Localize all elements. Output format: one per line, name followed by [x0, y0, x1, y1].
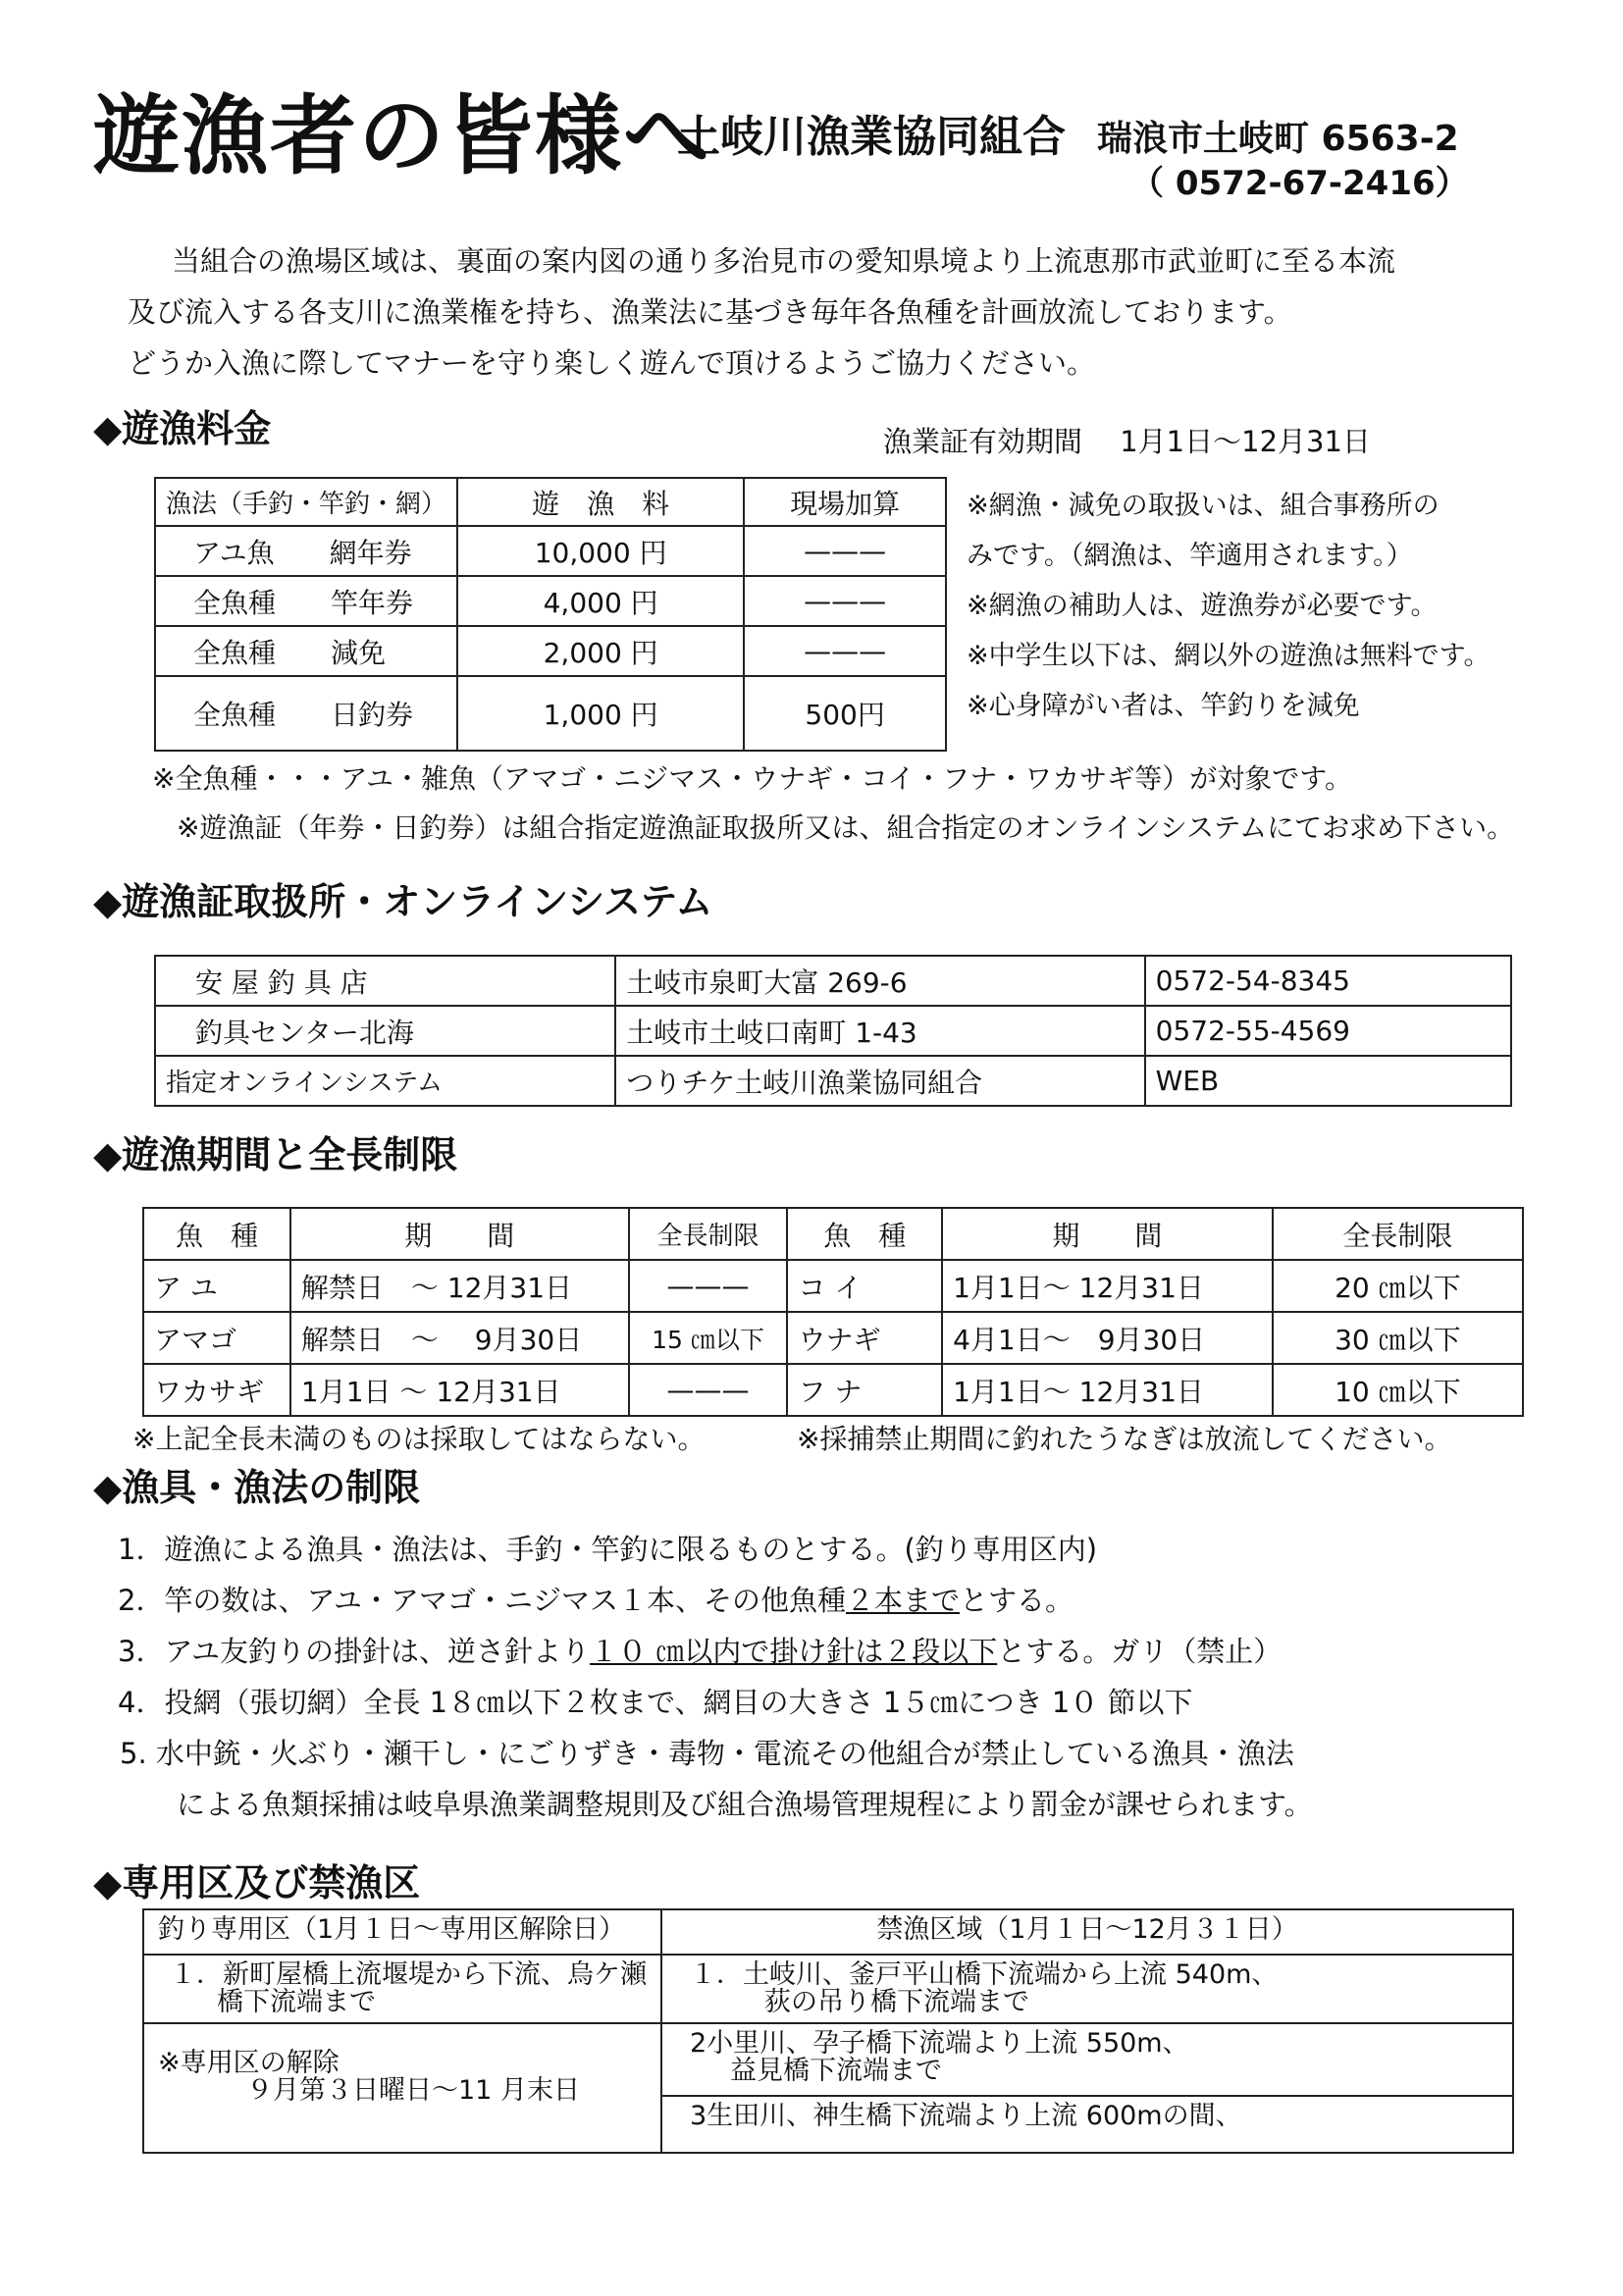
table-row [155, 956, 1511, 1006]
table-cell: ——— [629, 1364, 788, 1416]
zone-line: １．土岐川、釜戸平山橋下流端から上流 540m、 [690, 1959, 1279, 1990]
gear-rule: による魚類採捕は岐阜県漁業調整規則及び組合漁場管理規程により罰金が課せられます。 [177, 1788, 1313, 1821]
table-cell: 20 ㎝以下 [1273, 1260, 1523, 1312]
table-row [155, 1056, 1511, 1106]
side-note: ※中学生以下は、網以外の遊漁は無料です。 [967, 641, 1491, 671]
license-validity: 漁業証有効期間 1月1日～12月31日 [883, 425, 1371, 458]
zone-line: 益見橋下流端まで [730, 2056, 942, 2086]
intro-line: 及び流入する各支川に漁業権を持ち、漁業法に基づき毎年各魚種を計画放流しております。 [128, 295, 1292, 329]
zone-line: 荻の吊り橋下流端まで [764, 1987, 1029, 2017]
table-header-cell: 釣り専用区（1月１日～専用区解除日） [143, 1909, 661, 1955]
table-cell [661, 2023, 1513, 2096]
table-cell: ウナギ [787, 1312, 942, 1364]
table-header-cell: 漁法（手釣・竿釣・網） [155, 478, 457, 526]
table-cell: コ イ [787, 1260, 942, 1312]
table-cell: 土岐市土岐口南町 1-43 [615, 1006, 1144, 1056]
table-cell [661, 1955, 1513, 2023]
organization-address: 瑞浪市土岐町 6563-2 [1097, 119, 1459, 159]
table-cell: ——— [744, 576, 946, 626]
table-cell: 安 屋 釣 具 店 [155, 956, 615, 1006]
table-cell: 1月1日～ 12月31日 [942, 1260, 1273, 1312]
table-row [155, 1006, 1511, 1056]
table-row [143, 1260, 1523, 1312]
table-cell: ——— [744, 626, 946, 676]
table-cell: 30 ㎝以下 [1273, 1312, 1523, 1364]
table-cell: 0572-54-8345 [1145, 956, 1511, 1006]
zone-line: ９月第３日曜日～11 月末日 [246, 2075, 580, 2106]
zone-line: １．新町屋橋上流堰堤から下流、烏ケ瀬 [170, 1959, 647, 1990]
table-cell: 土岐市泉町大富 269-6 [615, 956, 1144, 1006]
rule-text: 2．竿の数は、アユ・アマゴ・ニジマス１本、その他魚種 [118, 1584, 847, 1617]
section-heading-periods: ◆遊漁期間と全長制限 [93, 1133, 458, 1176]
gear-rules [118, 1524, 1313, 1830]
fee-table [154, 477, 947, 752]
table-cell: 解禁日 ～ 9月30日 [290, 1312, 629, 1364]
table-row [155, 626, 946, 676]
table-cell: 4月1日～ 9月30日 [942, 1312, 1273, 1364]
rule-text: とする。 [960, 1584, 1074, 1617]
table-header-row [143, 1909, 1513, 1955]
table-header-row [143, 1208, 1523, 1260]
table-cell: 10,000 円 [457, 526, 744, 576]
table-cell: 1,000 円 [457, 676, 744, 751]
table-header-cell: 全長制限 [629, 1208, 788, 1260]
side-note: ※網漁・減免の取扱いは、組合事務所の [967, 491, 1440, 521]
table-row [155, 576, 946, 626]
table-row [143, 1955, 1513, 2023]
rule-emphasis: ２本まで [846, 1584, 961, 1617]
table-cell: ワカサギ [143, 1364, 290, 1416]
table-cell: 4,000 円 [457, 576, 744, 626]
table-cell: ——— [629, 1260, 788, 1312]
table-cell: 全魚種 日釣券 [155, 676, 457, 751]
table-cell: 全魚種 減免 [155, 626, 457, 676]
table-cell: 全魚種 竿年券 [155, 576, 457, 626]
table-header-cell: 現場加算 [744, 478, 946, 526]
section-heading-zones: ◆専用区及び禁漁区 [93, 1861, 421, 1905]
table-cell [661, 2096, 1513, 2153]
table-cell: 1月1日 ～ 12月31日 [290, 1364, 629, 1416]
table-header-cell: 遊 漁 料 [457, 478, 744, 526]
table-cell: 解禁日 ～ 12月31日 [290, 1260, 629, 1312]
organization-name: 土岐川漁業協同組合 [677, 112, 1066, 162]
table-header-cell: 期 間 [942, 1208, 1273, 1260]
fee-note: ※遊漁証（年券・日釣券）は組合指定遊漁証取扱所又は、組合指定のオンラインシステムにてお求め下さい。 [177, 811, 1515, 844]
table-cell: 釣具センター北海 [155, 1006, 615, 1056]
table-cell: 指定オンラインシステム [155, 1056, 615, 1106]
rule-text: とする。ガリ（禁止） [997, 1635, 1283, 1668]
table-cell: 10 ㎝以下 [1273, 1364, 1523, 1416]
gear-rule [118, 1626, 1313, 1677]
table-header-cell: 全長制限 [1273, 1208, 1523, 1260]
intro-line: どうか入漁に際してマナーを守り楽しく遊んで頂けるようご協力ください。 [128, 346, 1096, 380]
table-row [155, 526, 946, 576]
table-row [143, 1364, 1523, 1416]
table-row [155, 676, 946, 751]
table-cell: 2,000 円 [457, 626, 744, 676]
intro-line: 当組合の漁場区域は、裏面の案内図の通り多治見市の愛知県境より上流恵那市武並町に至る本流 [172, 244, 1396, 278]
zone-table [142, 1908, 1514, 2154]
table-header-cell: 魚 種 [143, 1208, 290, 1260]
table-header-cell: 魚 種 [787, 1208, 942, 1260]
table-cell: ——— [744, 526, 946, 576]
side-note: ※網漁の補助人は、遊漁券が必要です。 [967, 591, 1438, 621]
table-cell [143, 1955, 661, 2023]
table-row [143, 2023, 1513, 2096]
table-cell: 1月1日～ 12月31日 [942, 1364, 1273, 1416]
table-header-cell: 期 間 [290, 1208, 629, 1260]
table-cell: つりチケ土岐川漁業協同組合 [615, 1056, 1144, 1106]
gear-rule: 5. 水中銃・火ぶり・瀬干し・にごりずき・毒物・電流その他組合が禁止している漁具・漁法 [120, 1737, 1294, 1770]
period-note-right: ※採捕禁止期間に釣れたうなぎは放流してください。 [797, 1423, 1452, 1455]
table-cell: アマゴ [143, 1312, 290, 1364]
outlet-table [154, 955, 1512, 1107]
section-heading-gear: ◆漁具・漁法の制限 [93, 1466, 421, 1509]
zone-line: 2小里川、孕子橋下流端より上流 550m、 [690, 2028, 1189, 2059]
table-cell: 500円 [744, 676, 946, 751]
zone-line: 橋下流端まで [217, 1987, 376, 2017]
rule-text: 3．アユ友釣りの掛針は、逆さ針より [118, 1635, 591, 1668]
table-cell: ア ユ [143, 1260, 290, 1312]
intro-paragraph [128, 235, 1395, 389]
side-note: みです。（網漁は、竿適用されます。） [967, 541, 1413, 571]
period-table [142, 1207, 1524, 1417]
section-heading-fees: ◆遊漁料金 [93, 407, 272, 450]
table-cell: フ ナ [787, 1364, 942, 1416]
fee-side-notes [967, 481, 1490, 731]
table-header-cell: 禁漁区域（1月１日～12月３１日） [661, 1909, 1513, 1955]
period-note-left: ※上記全長未満のものは採取してはならない。 [132, 1423, 706, 1455]
table-cell: WEB [1145, 1056, 1511, 1106]
zone-line: ※専用区の解除 [158, 2048, 340, 2078]
table-cell [143, 2023, 661, 2153]
table-cell: アユ魚 網年券 [155, 526, 457, 576]
organization-phone: （ 0572-67-2416） [1130, 164, 1469, 203]
table-cell: 15 ㎝以下 [629, 1312, 788, 1364]
side-note: ※心身障がい者は、竿釣りを減免 [967, 691, 1360, 721]
gear-rule [118, 1575, 1313, 1626]
fee-note: ※全魚種・・・アユ・雑魚（アマゴ・ニジマス・ウナギ・コイ・フナ・ワカサギ等）が対象です。 [152, 762, 1352, 795]
zone-line: 3生田川、神生橋下流端より上流 600mの間、 [690, 2101, 1242, 2131]
section-heading-outlets: ◆遊漁証取扱所・オンラインシステム [93, 880, 713, 923]
page-title: 遊漁者の皆様へ [93, 85, 712, 186]
rule-emphasis: １０ ㎝以内で掛け針は２段以下 [590, 1635, 998, 1668]
table-row [143, 1312, 1523, 1364]
table-header-row [155, 478, 946, 526]
table-cell: 0572-55-4569 [1145, 1006, 1511, 1056]
gear-rule: 1．遊漁による漁具・漁法は、手釣・竿釣に限るものとする。(釣り専用区内) [118, 1533, 1098, 1566]
gear-rule: 4．投網（張切網）全長 1８㎝以下２枚まで、網目の大きさ 1５㎝につき 1０ 節以下 [118, 1686, 1193, 1719]
